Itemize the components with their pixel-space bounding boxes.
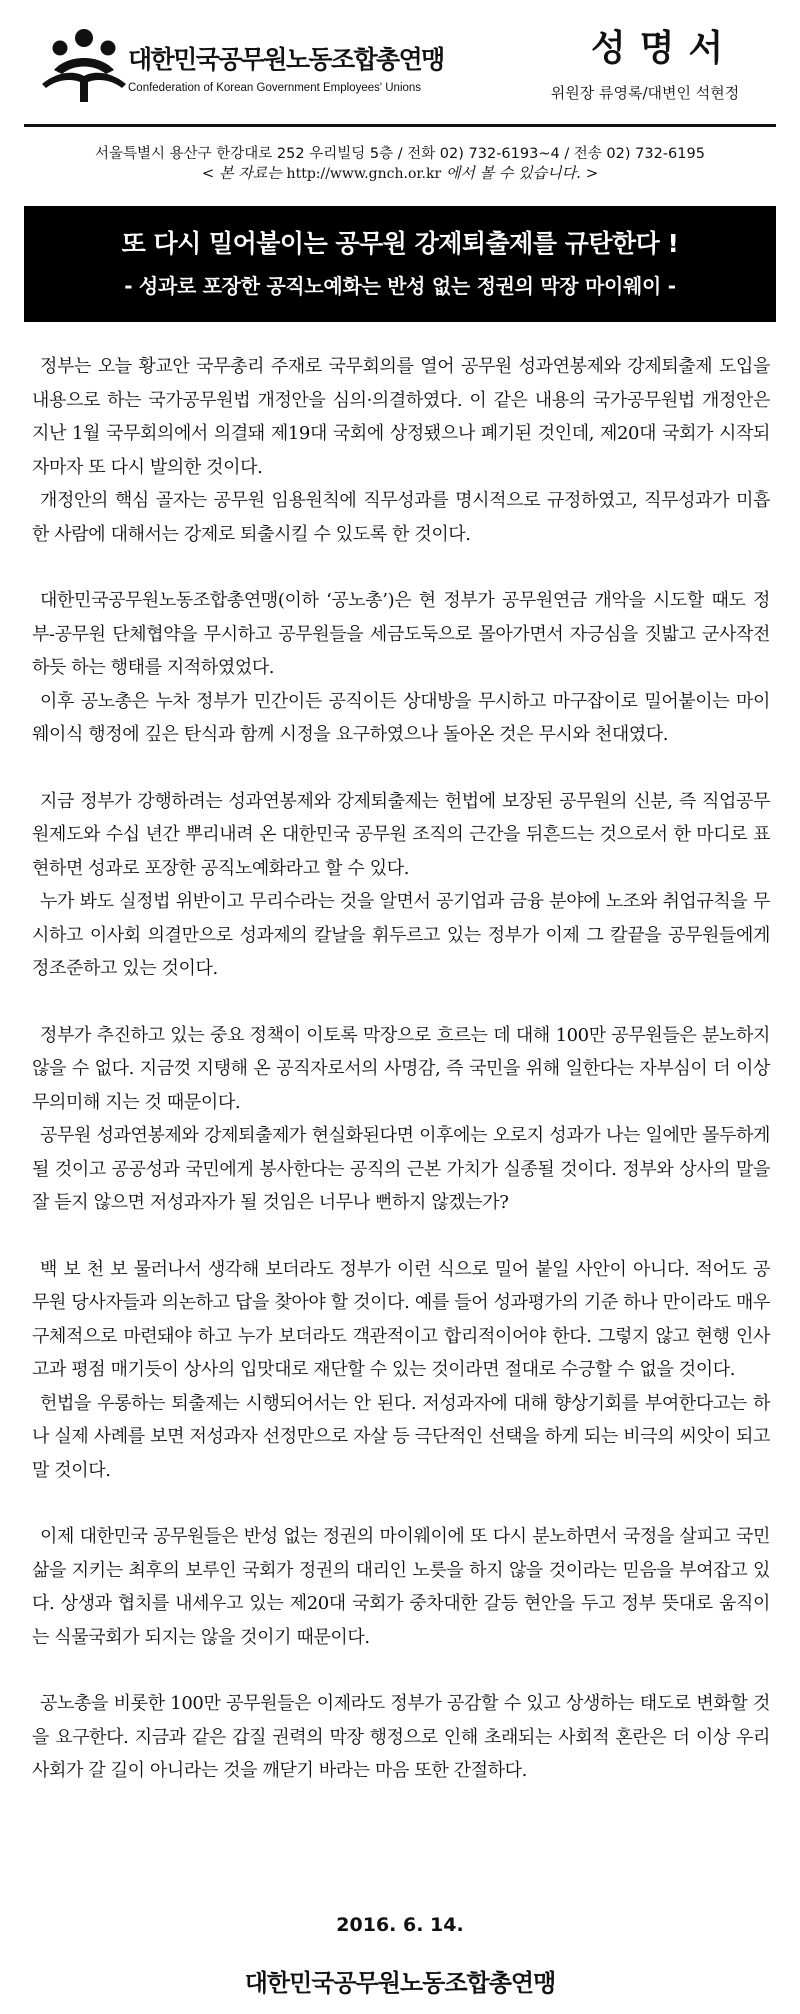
body-paragraph: 이후 공노총은 누차 정부가 민간이든 공직이든 상대방을 무시하고 마구잡이로 밀어붙이는 마이웨이식 행정에 깊은 탄식과 함께 시정을 요구하였으나 돌아온 것은 무시와 천대였다. — [32, 690, 770, 745]
body-paragraph: 백 보 천 보 물러나서 생각해 보더라도 정부가 이런 식으로 밀어 붙일 사안이 아니다. 적어도 공무원 당사자들과 의논하고 답을 찾아야 할 것이다. 예를 들어 성과평가의 기준 하나 만이라도 매우 구체적으로 마련돼야 하고 누가 보더라도 객관적이고 합리적이어야 한다. 그렇지 않고 현행 인사고과 평점 매기듯이 상사의 입맛대로 재단할 수 있는 것이라면 절대로 수긍할 수 없을 것이다. — [32, 1258, 770, 1380]
headline-subtitle: - 성과로 포장한 공직노예화는 반성 없는 정권의 막장 마이웨이 - — [124, 274, 676, 298]
issuing-organization: 대한민국공무원노동조합총연맹 — [244, 1969, 556, 1997]
org-name-korean: 대한민국공무원노동조합총연맹 — [128, 45, 444, 74]
body-paragraph: 대한민국공무원노동조합총연맹(이하 ‘공노총’)은 현 정부가 공무원연금 개악을 시도할 때도 정부-공무원 단체협약을 무시하고 공무원들을 세금도둑으로 몰아가면서 자긍심을 짓밟고 군사작전 하듯 하는 행태를 지적하였었다. — [32, 590, 770, 678]
letterhead — [24, 14, 776, 119]
contact-info: 서울특별시 용산구 한강대로 252 우리빌딩 5층 / 전화 02) 732-6193~4 / 전송 02) 732-6195 — [95, 146, 705, 162]
header-divider — [24, 124, 776, 127]
body-paragraph: 이제 대한민국 공무원들은 반성 없는 정권의 마이웨이에 또 다시 분노하면서 국정을 살피고 국민 삶을 지키는 최후의 보루인 국회가 정권의 대리인 노릇을 하지 않을 것이라는 믿음을 부여잡고 있다. 상생과 협치를 내세우고 있는 제20대 국회가 중차대한 갈등 현안을 두고 정부 뜻대로 움직이는 식물국회가 되지는 않을 것이기 때문이다. — [32, 1526, 770, 1648]
headline-banner — [24, 206, 776, 322]
signatories: 위원장 류영록/대변인 석현정 — [550, 84, 740, 102]
website-prefix: < 본 자료는 — [201, 164, 287, 182]
website-suffix: 에서 볼 수 있습니다. > — [441, 164, 599, 182]
body-paragraph: 정부는 오늘 황교안 국무총리 주재로 국무회의를 열어 공무원 성과연봉제와 강제퇴출제 도입을 내용으로 하는 국가공무원법 개정안을 심의·의결하였다. 이 같은 내용의 국가공무원법 개정안은 지난 1월 국무회의에서 의결돼 제19대 국회에 상정됐으나 폐기된 것인데, 제20대 국회가 시작되자마자 또 다시 발의한 것이다. — [32, 356, 770, 478]
document-type-title: 성명서 — [590, 28, 738, 69]
body-paragraph: 개정안의 핵심 골자는 공무원 임용원칙에 직무성과를 명시적으로 규정하였고, 직무성과가 미흡한 사람에 대해서는 강제로 퇴출시킬 수 있도록 한 것이다. — [32, 490, 770, 545]
body-paragraph: 누가 봐도 실정법 위반이고 무리수라는 것을 알면서 공기업과 금융 분야에 노조와 취업규칙을 무시하고 이사회 의결만으로 성과제의 칼날을 휘두르고 있는 정부가 이제 그 칼끝을 공무원들에게 정조준하고 있는 것이다. — [32, 891, 770, 979]
body-paragraph: 정부가 추진하고 있는 중요 정책이 이토록 막장으로 흐르는 데 대해 100만 공무원들은 분노하지 않을 수 없다. 지금껏 지탱해 온 공직자로서의 사명감, 즉 국민을 위해 일한다는 자부심이 더 이상 무의미해 지는 것 때문이다. — [32, 1024, 770, 1113]
body-paragraph: 지금 정부가 강행하려는 성과연봉제와 강제퇴출제는 헌법에 보장된 공무원의 신분, 즉 직업공무원제도와 수십 년간 뿌리내려 온 대한민국 공무원 조직의 근간을 뒤흔드는 것으로서 한 마디로 표현하면 성과로 포장한 공직노예화라고 할 수 있다. — [32, 790, 770, 879]
website-notice — [24, 162, 776, 183]
statement-body — [32, 350, 770, 1788]
org-name-english: Confederation of Korean Government Employees' Unions — [128, 82, 422, 94]
union-people-logo-icon — [34, 26, 134, 106]
body-paragraph: 공무원 성과연봉제와 강제퇴출제가 현실화된다면 이후에는 오로지 성과가 나는 일에만 몰두하게 될 것이고 공공성과 국민에게 봉사한다는 공직의 근본 가치가 실종될 것이다. 정부와 상사의 말을 잘 듣지 않으면 저성과자가 될 것임은 너무나 뻔하지 않겠는가? — [32, 1125, 770, 1213]
body-paragraph: 헌법을 우롱하는 퇴출제는 시행되어서는 안 된다. 저성과자에 대해 향상기회를 부여한다고는 하나 실제 사례를 보면 저성과자 선정만으로 자살 등 극단적인 선택을 하게 되는 비극의 씨앗이 되고 말 것이다. — [32, 1392, 770, 1481]
headline-title: 또 다시 밀어붙이는 공무원 강제퇴출제를 규탄한다 ! — [121, 229, 679, 258]
org-logo — [24, 18, 494, 113]
body-paragraph: 공노총을 비롯한 100만 공무원들은 이제라도 정부가 공감할 수 있고 상생하는 태도로 변화할 것을 요구한다. 지금과 같은 갑질 권력의 막장 행정으로 인해 초래되는 사회적 혼란은 더 이상 우리 사회가 갈 길이 아니라는 것을 깨닫기 바라는 마음 또한 간절하다. — [32, 1693, 770, 1781]
statement-date: 2016. 6. 14. — [336, 1914, 464, 1936]
website-link[interactable]: http://www.gnch.or.kr — [286, 166, 442, 182]
